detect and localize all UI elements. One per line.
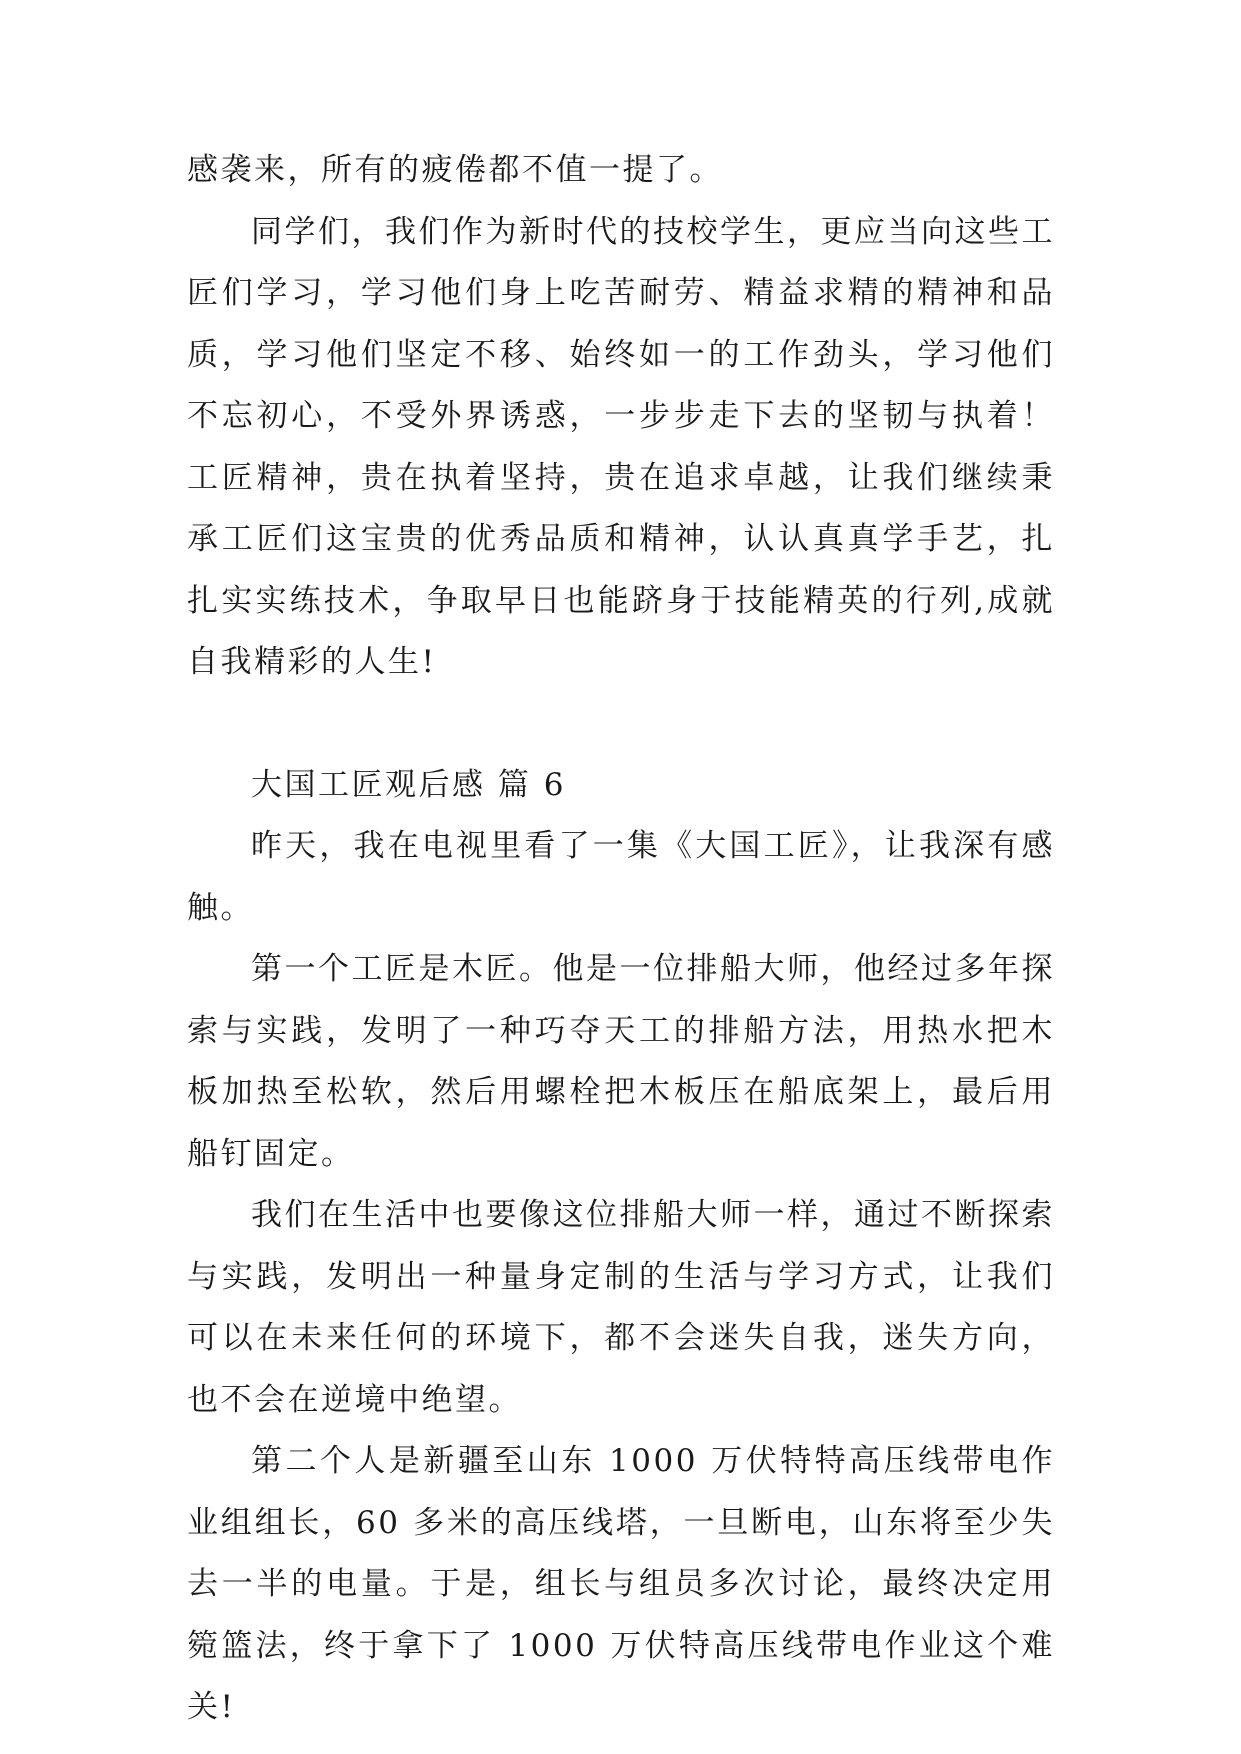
paragraph-carpenter: 第一个工匠是木匠。他是一位排船大师，他经过多年探索与实践，发明了一种巧夺天工的排船方法，用热水把木板加热至松软，然后用螺栓把木板压在船底架上，最后用船钉固定。 xyxy=(187,951,1055,1172)
paragraph-intro: 昨天，我在电视里看了一集《大国工匠》，让我深有感触。 xyxy=(187,828,1055,926)
paragraph-craftsman-spirit: 同学们，我们作为新时代的技校学生，更应当向这些工匠们学习，学习他们身上吃苦耐劳、精益求精的精神和品质，学习他们坚定不移、始终如一的工作劲头，学习他们不忘初心，不受外界诱惑，一步步走下去的坚韧与执着！工匠精神，贵在执着坚持，贵在追求卓越，让我们继续秉承工匠们这宝贵的优秀品质和精神，认认真真学手艺，扎扎实实练技术，争取早日也能跻身于技能精英的行列,成就自我精彩的人生! xyxy=(187,213,1055,680)
paragraph-lesson: 我们在生活中也要像这位排船大师一样，通过不断探索与实践，发明出一种量身定制的生活与学习方式，让我们可以在未来任何的环境下，都不会迷失自我，迷失方向，也不会在逆境中绝望。 xyxy=(187,1197,1055,1418)
paragraph-high-voltage: 第二个人是新疆至山东 1000 万伏特特高压线带电作业组组长，60 多米的高压线塔，一旦断电，山东将至少失去一半的电量。于是，组长与组员多次讨论，最终决定用箢篮法，终于拿下了 1000 万伏特高压线带电作业这个难关! xyxy=(187,1443,1055,1725)
paragraph-continuation: 感袭来，所有的疲倦都不值一提了。 xyxy=(187,152,723,188)
section-heading: 大国工匠观后感 篇 6 xyxy=(251,766,566,803)
document-page xyxy=(187,140,1055,1739)
